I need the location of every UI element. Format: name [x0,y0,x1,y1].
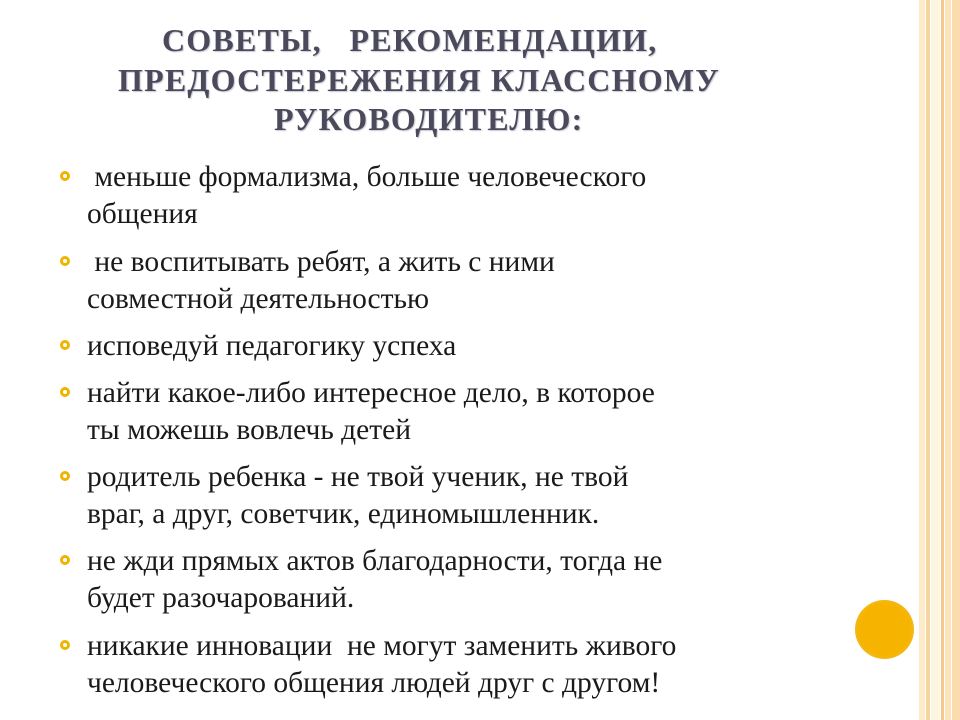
title-line-2: ПРЕДОСТЕРЕЖЕНИЯ КЛАССНОМУ [118,62,720,98]
list-item-text-line1: никакие инновации не могут заменить живого [87,630,677,662]
list-item-text-line2: совместной деятельностью [87,283,430,315]
bullet-icon [60,256,70,266]
decor-stripe-5 [945,0,951,720]
list-item-text-line2: ты можешь вовлечь детей [87,414,412,446]
decor-stripe-1 [919,0,925,720]
list-item-text-line2: общения [87,198,198,230]
bullet-icon [60,555,70,565]
list-item-text-line2: враг, а друг, советчик, единомышленник. [87,498,600,530]
bullet-icon [60,340,70,350]
list-item-text-line2: человеческого общения людей друг с другом! [87,667,661,699]
bullet-icon [60,471,70,481]
bullet-icon [60,171,70,181]
list-item-text-line1: меньше формализма, больше человеческого [87,161,647,193]
decorative-circle-icon [855,600,914,659]
list-item-text-line1: исповедуй педагогику успеха [87,330,457,362]
title-line-1: СОВЕТЫ, РЕКОМЕНДАЦИИ, [162,22,658,58]
list-item-text-line1: родитель ребенка - не твой ученик, не твой [87,461,629,493]
decor-stripe-6 [952,0,960,720]
list-item-text-line1: не жди прямых актов благодарности, тогда не [87,545,663,577]
bullet-icon [60,640,70,650]
list-item-text-line1: не воспитывать ребят, а жить с ними [87,246,555,278]
decor-stripe-2 [926,0,930,720]
decor-stripe-3 [931,0,940,720]
decor-stripe-4 [941,0,944,720]
title-line-3: РУКОВОДИТЕЛЮ: [274,101,584,137]
list-item-text-line2: будет разочарований. [87,582,355,614]
bullet-icon [60,387,70,397]
list-item-text-line1: найти какое-либо интересное дело, в которое [87,377,655,409]
